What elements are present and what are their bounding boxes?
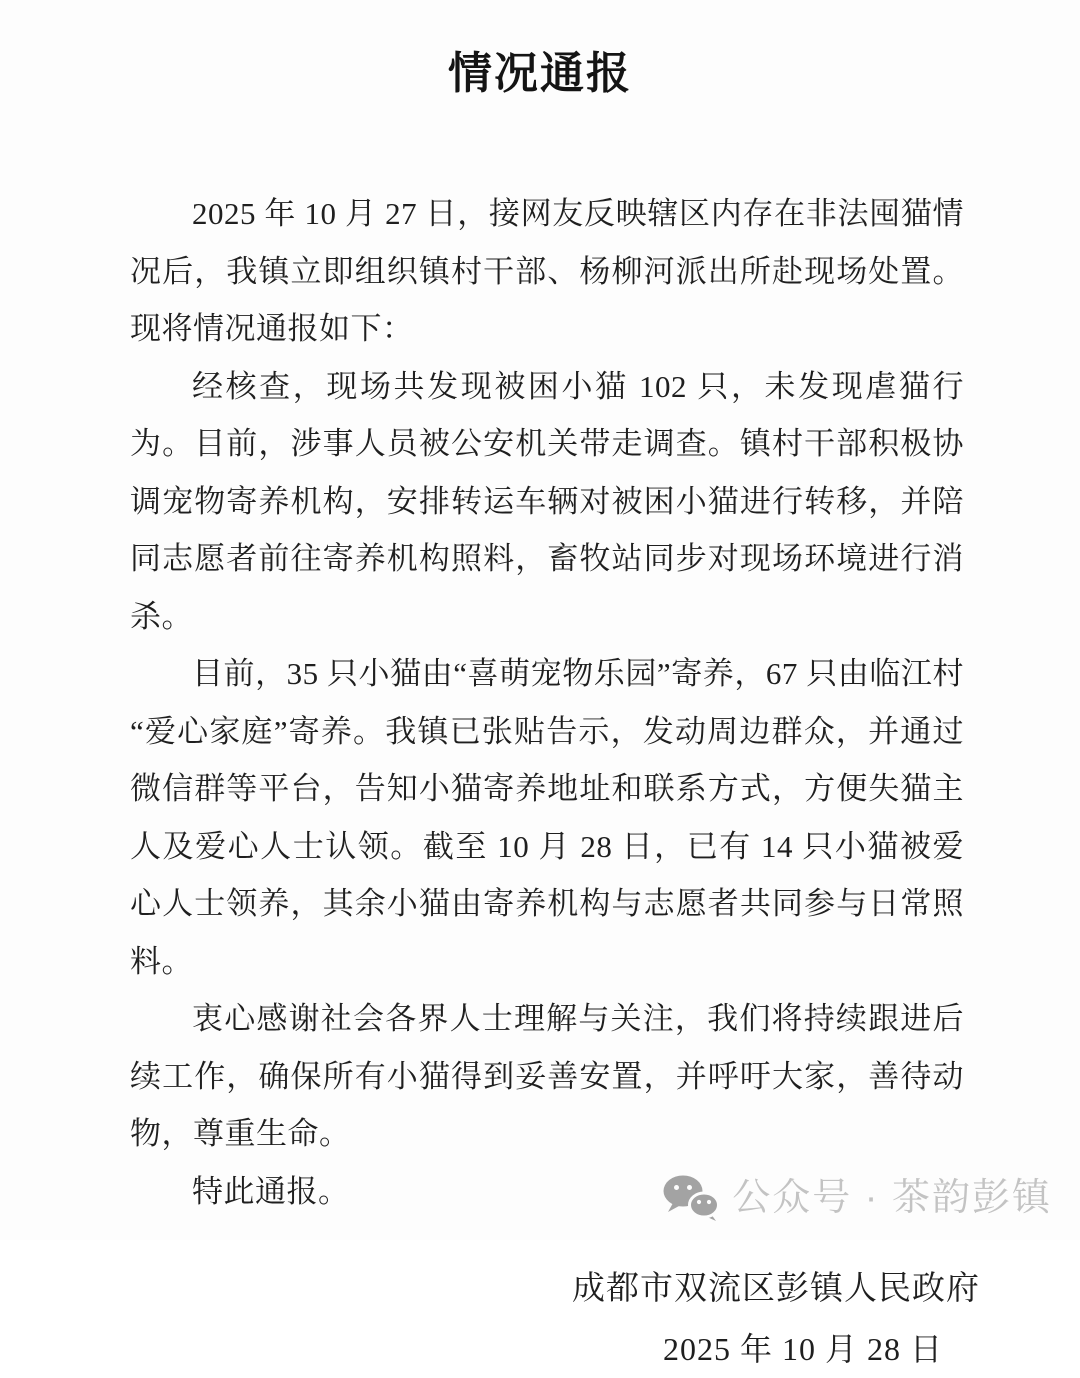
notice-body: [130, 185, 964, 1220]
notice-paragraph: 2025 年 10 月 27 日，接网友反映辖区内存在非法囤猫情况后，我镇立即组织镇村干部、杨柳河派出所赴现场处置。现将情况通报如下：: [130, 196, 964, 346]
account-watermark: [662, 1174, 1052, 1222]
issuing-authority: 成都市双流区彭镇人民政府: [572, 1271, 980, 1307]
notice-paragraph: 特此通报。: [192, 1173, 350, 1209]
notice-paragraph: 目前，35 只小猫由“喜萌宠物乐园”寄养，67 只由临江村“爱心家庭”寄养。我镇已张贴告示，发动周边群众，并通过微信群等平台，告知小猫寄养地址和联系方式，方便失猫主人及爱心人士认领。截至 10 月 28 日，已有 14 只小猫被爱心人士领养，其余小猫由寄养机构与志愿者共同参与日常照料。: [130, 656, 964, 979]
wechat-icon: [662, 1174, 720, 1222]
issue-date: 2025 年 10 月 28 日: [662, 1331, 943, 1367]
notice-paragraph: 经核查，现场共发现被困小猫 102 只，未发现虐猫行为。目前，涉事人员被公安机关带走调查。镇村干部积极协调宠物寄养机构，安排转运车辆对被困小猫进行转移，并陪同志愿者前往寄养机构照料，畜牧站同步对现场环境进行消杀。: [130, 368, 964, 634]
page-title: 情况通报: [448, 49, 632, 98]
notice-paragraph: 衷心感谢社会各界人士理解与关注，我们将持续跟进后续工作，确保所有小猫得到妥善安置，并呼吁大家，善待动物，尊重生命。: [130, 1001, 964, 1151]
watermark-label: 公众号 · 茶韵彭镇: [732, 1177, 1052, 1219]
signature-block: [0, 1258, 1080, 1378]
